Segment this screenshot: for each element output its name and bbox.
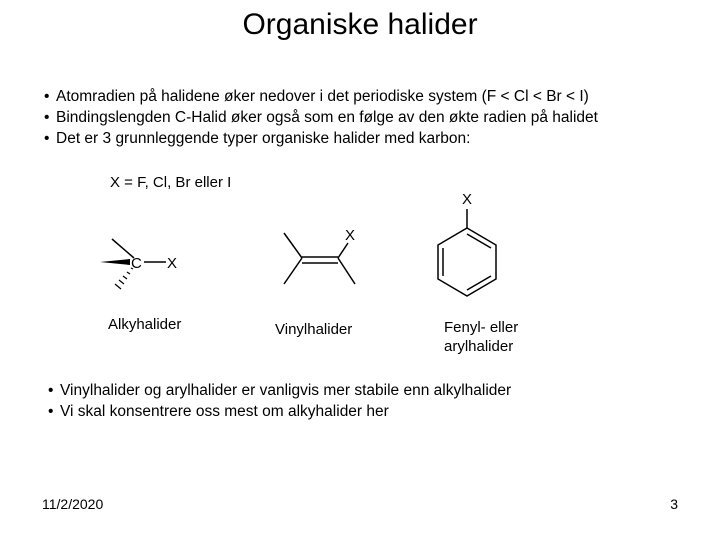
bullet-item	[44, 128, 598, 149]
alkyl-halide-name: Alkyhalider	[108, 316, 182, 333]
bullet-text: Atomradien på halidene øker nedover i det periodiske system (F < Cl < Br < I)	[56, 88, 589, 105]
carbon-label: C	[131, 255, 142, 272]
wedge-bond	[100, 259, 130, 265]
aryl-halide-structure	[438, 191, 518, 355]
bullet-item	[44, 107, 598, 128]
bullet-symbol: •	[44, 130, 50, 147]
ring-double-bond	[467, 276, 491, 290]
bond-line	[338, 243, 348, 258]
bond-line	[338, 258, 355, 284]
ring-double-bond	[467, 234, 491, 248]
halide-structures-diagram	[0, 160, 720, 370]
vinyl-halide-structure	[275, 227, 355, 338]
bond-line	[284, 233, 302, 258]
slide-title: Organiske halider	[242, 8, 478, 41]
bullet-symbol: •	[44, 109, 50, 126]
bond-line	[284, 258, 302, 284]
bullet-symbol: •	[48, 403, 54, 420]
vinyl-halide-name: Vinylhalider	[275, 321, 353, 338]
halogen-label: X	[462, 191, 473, 208]
halogen-label: X	[345, 227, 356, 244]
bullet-symbol: •	[44, 88, 50, 105]
footer-date: 11/2/2020	[42, 496, 104, 512]
bullet-list-bottom	[48, 380, 511, 422]
bullet-item	[48, 401, 511, 422]
page-number: 3	[670, 496, 678, 512]
bullet-text: Bindingslengden C-Halid øker også som en følge av den økte radien på halidet	[56, 109, 598, 126]
bullet-text: Vinylhalider og arylhalider er vanligvis mer stabile enn alkylhalider	[60, 382, 512, 399]
alkyl-halide-structure	[100, 239, 181, 333]
benzene-ring	[438, 228, 496, 296]
bullet-item	[44, 86, 598, 107]
bullet-list-top	[44, 86, 598, 149]
aryl-halide-name-line2: arylhalider	[444, 338, 514, 355]
x-definition: X = F, Cl, Br eller I	[110, 174, 232, 191]
halogen-label: X	[167, 255, 178, 272]
bullet-item	[48, 380, 511, 401]
bullet-text: Det er 3 grunnleggende typer organiske halider med karbon:	[56, 130, 471, 147]
bullet-text: Vi skal konsentrere oss mest om alkyhalider her	[60, 403, 389, 420]
aryl-halide-name-line1: Fenyl- eller	[444, 319, 519, 336]
bullet-symbol: •	[48, 382, 54, 399]
